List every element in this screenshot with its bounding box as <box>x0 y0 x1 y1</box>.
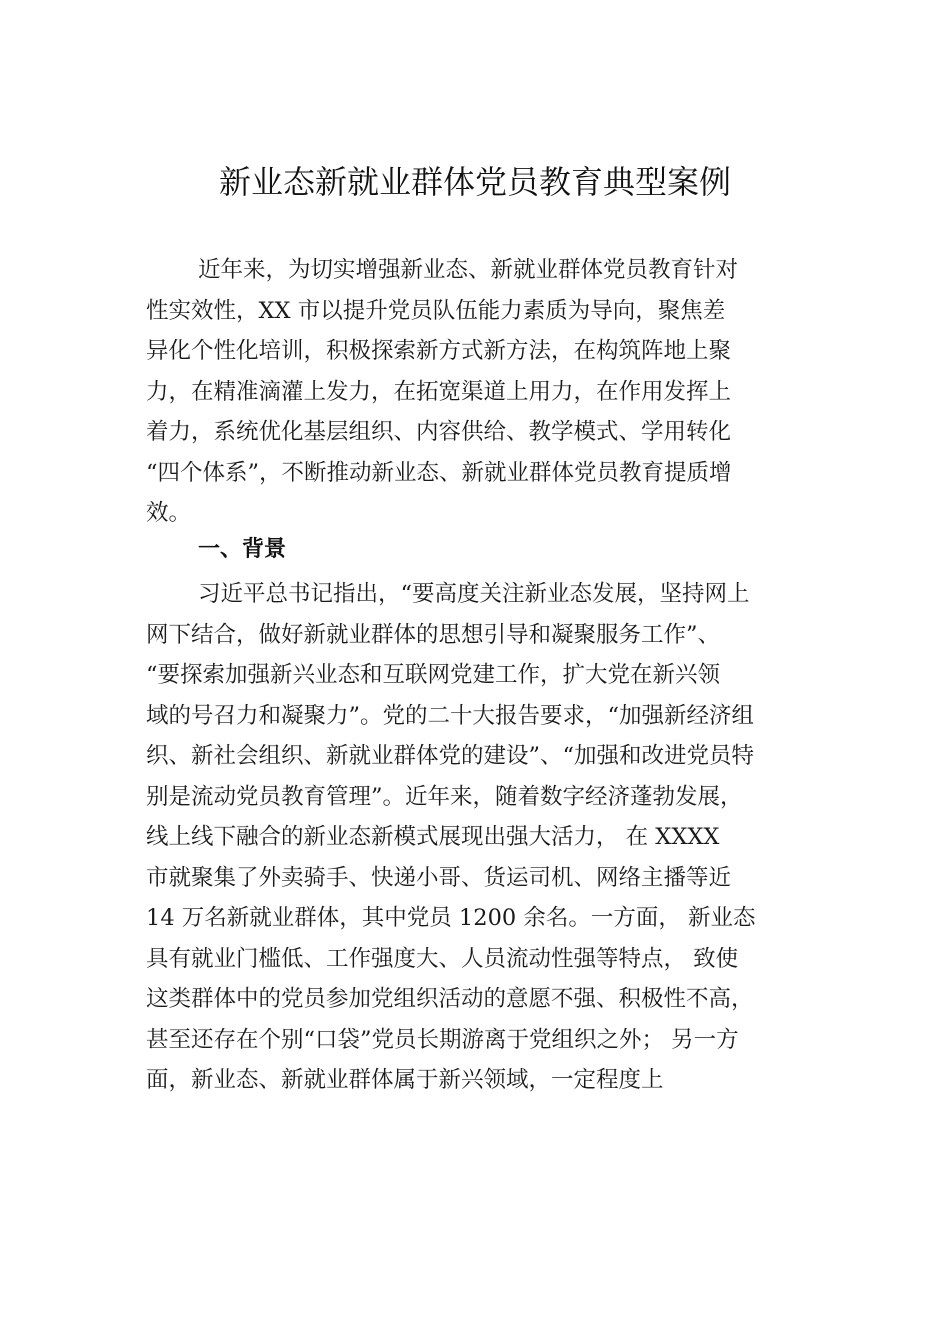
paragraph-line: 14 万名新就业群体，其中党员 1200 余名。一方面， 新业态 <box>146 905 756 931</box>
paragraph-line: 别是流动党员教育管理”。近年来，随着数字经济蓬勃发展， <box>146 783 743 810</box>
paragraph-line: 习近平总书记指出，“要高度关注新业态发展，坚持网上 <box>198 581 750 607</box>
paragraph-line: 市就聚集了外卖骑手、快递小哥、货运司机、网络主播等近 <box>146 864 732 891</box>
paragraph-line: 异化个性化培训，积极探索新方式新方法，在构筑阵地上聚 <box>146 338 732 364</box>
intro-paragraph <box>146 250 826 534</box>
paragraph-line: “要探索加强新兴业态和互联网党建工作，扩大党在新兴领 <box>146 662 721 688</box>
paragraph-line: 域的号召力和凝聚力”。党的二十大报告要求，“加强新经济组 <box>146 702 755 729</box>
paragraph-line: 着力，系统优化基层组织、内容供给、教学模式、学用转化 <box>146 419 732 445</box>
paragraph-line: 近年来，为切实增强新业态、新就业群体党员教育针对 <box>198 257 739 283</box>
paragraph-line: 网下结合，做好新就业群体的思想引导和凝聚服务工作”、 <box>146 621 721 648</box>
paragraph-line: 甚至还存在个别“口袋”党员长期游离于党组织之外； 另一方 <box>146 1026 739 1053</box>
paragraph-line: 线上线下融合的新业态新模式展现出强大活力， 在 XXXX <box>146 824 720 850</box>
paragraph-line: 性实效性，XX 市以提升党员队伍能力素质为导向，聚焦差 <box>146 297 726 324</box>
paragraph-line: 效。 <box>146 500 192 526</box>
paragraph-line: 织、新社会组织、新就业群体党的建设”、“加强和改进党员特 <box>146 743 755 769</box>
document-title: 新业态新就业群体党员教育典型案例 <box>218 163 731 201</box>
background-paragraph <box>146 574 826 1101</box>
paragraph-line: 具有就业门槛低、工作强度大、人员流动性强等特点， 致使 <box>146 945 739 972</box>
paragraph-line: “四个体系”，不断推动新业态、新就业群体党员教育提质增 <box>146 459 732 486</box>
section-heading-background: 一、背景 <box>198 537 287 562</box>
paragraph-line: 这类群体中的党员参加党组织活动的意愿不强、积极性不高， <box>146 986 754 1012</box>
paragraph-line: 面，新业态、新就业群体属于新兴领域，一定程度上 <box>146 1067 664 1093</box>
paragraph-line: 力，在精准滴灌上发力，在拓宽渠道上用力，在作用发挥上 <box>146 378 732 405</box>
